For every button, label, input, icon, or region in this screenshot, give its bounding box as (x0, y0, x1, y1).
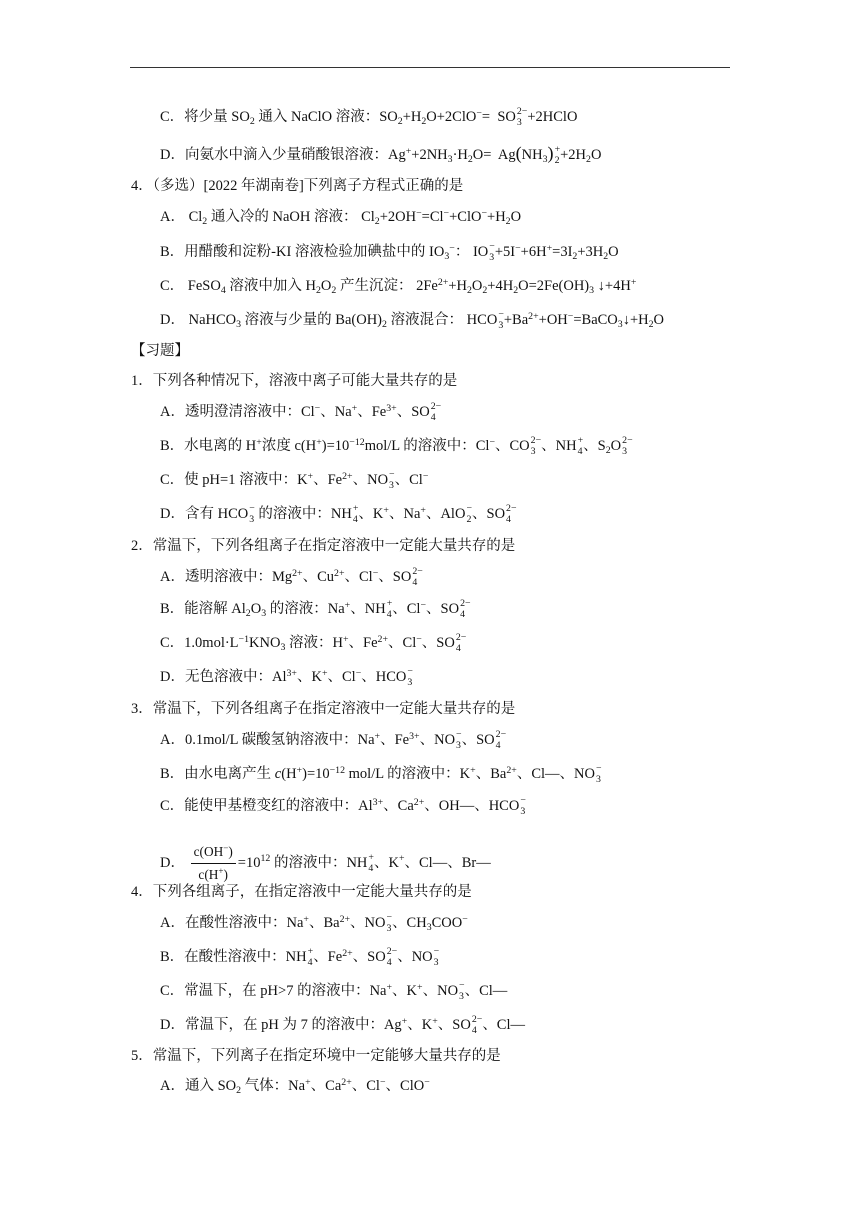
answer-option: D． $\frac{c(OH^-)}{c(H^+)}$ $=10^{12}$ 的溶液中：NH + 4 、K+、Cl—、Br— (160, 843, 491, 882)
question-stem: 1．下列各种情况下，溶液中离子可能大量共存的是 (131, 373, 458, 389)
answer-option: C． FeSO$_4$ 溶液中加入 $H_2O_2$ 产生沉淀： $2Fe^{2+}+H_2O_2+4H_2O=2Fe(OH)_3$ ↓+4H+ (160, 276, 637, 297)
answer-option: A．透明溶液中：$Mg^{2+}$、$Cu^{2+}$、Cl−、SO 2− 4 (160, 566, 423, 589)
question-stem: 3．常温下，下列各组离子在指定溶液中一定能大量共存的是 (131, 701, 516, 717)
question-stem: 4．下列各组离子，在指定溶液中一定能大量共存的是 (131, 884, 472, 900)
question-stem: 5．常温下，下列离子在指定环境中一定能够大量共存的是 (131, 1048, 501, 1064)
question-stem: 2．常温下，下列各组离子在指定溶液中一定能大量共存的是 (131, 538, 516, 554)
answer-option: C．常温下，在 pH>7 的溶液中：Na+、K+、NO − 3 、Cl— (160, 980, 508, 1003)
answer-option: C．能使甲基橙变红的溶液中：$Al^{3+}$、$Ca^{2+}$、OH—、HCO − 3 (160, 795, 526, 818)
section-heading: 【习题】 (131, 343, 189, 359)
answer-option: A．0.1mol/L 碳酸氢钠溶液中：Na+、$Fe^{3+}$、NO − 3 、SO 2− 4 (160, 729, 507, 752)
answer-option: C．$1.0mol\cdot L^{-1}KNO_3$ 溶液：H+、$Fe^{2+}$、Cl−、SO 2− 4 (160, 632, 467, 655)
answer-option: A．在酸性溶液中：Na+、$Ba^{2+}$、NO − 3 、$CH_3COO^-$ (160, 912, 468, 935)
answer-option: C．将少量 $SO_2$ 通入 NaClO 溶液：$SO_2+H_2O+2ClO^-=$ SO 2− 3 +2HClO (160, 106, 578, 129)
answer-option: D．常温下，在 pH 为 7 的溶液中：Ag+、K+、SO 2− 4 、Cl— (160, 1014, 526, 1037)
answer-option: C．使 pH=1 溶液中：K+、$Fe^{2+}$、NO − 3 、Cl− (160, 469, 429, 492)
answer-option: B．能溶解 $Al_2O_3$ 的溶液：Na+、NH + 4 、Cl−、SO 2− 4 (160, 598, 471, 621)
answer-option: B．水电离的 H+浓度 $c(H^+)=10^{-12}mol/L$ 的溶液中：Cl−、CO 2− 3 、NH + 4 、$S_2O$ 2− 3 (160, 435, 633, 458)
answer-option: A．透明澄清溶液中：Cl−、Na+、$Fe^{3+}$、SO 2− 4 (160, 401, 442, 424)
answer-option: D．无色溶液中：$Al^{3+}$、K+、Cl−、HCO − 3 (160, 666, 413, 689)
answer-option: A． $Cl_2$ 通入冷的 NaOH 溶液： $Cl_2+2OH^-=Cl^-+ClO^-+H_2O$ (160, 207, 522, 228)
answer-option: B．用醋酸和淀粉-KI 溶液检验加碘盐中的 $IO_3^-$： IO − 3 $+5I^-+6H^+=3I_2+3H_2O$ (160, 241, 619, 264)
header-rule (130, 67, 730, 68)
answer-option: A．通入 $SO_2$ 气体：Na+、$Ca^{2+}$、Cl−、ClO− (160, 1076, 430, 1097)
answer-option: B．由水电离产生 $c(H^+)=10^{-12}$ mol/L 的溶液中：K+、$Ba^{2+}$、Cl—、NO − 3 (160, 763, 602, 786)
question-stem: 4．（多选）[2022 年湖南卷]下列离子方程式正确的是 (131, 178, 464, 194)
answer-option: D． NaHCO$_3$ 溶液与少量的 $Ba(OH)_2$ 溶液混合： HCO − 3 $+Ba^{2+}+OH^-=BaCO_3↓+H_2O$ (160, 309, 665, 332)
answer-option: B．在酸性溶液中：NH + 4 、$Fe^{2+}$、SO 2− 4 、NO − 3 (160, 946, 440, 969)
answer-option: D．含有 HCO − 3 的溶液中：NH + 4 、K+、Na+、AlO − 2 、SO 2− 4 (160, 503, 517, 526)
answer-option: D．向氨水中滴入少量硝酸银溶液：$Ag^++2NH_3\cdot H_2O= Ag(NH_3)$ + 2 $+2H_2O$ (160, 143, 602, 167)
